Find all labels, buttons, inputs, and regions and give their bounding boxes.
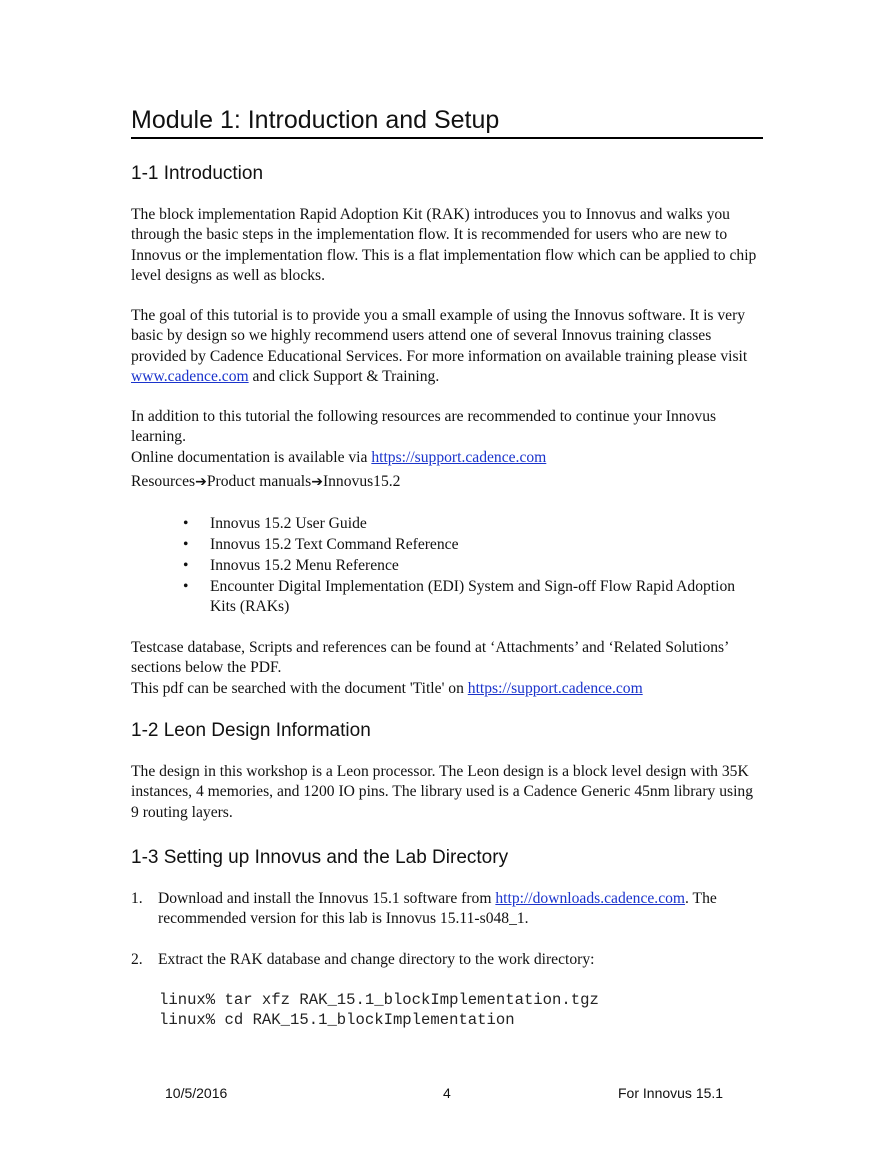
section-heading-leon-design: 1-2 Leon Design Information: [131, 720, 371, 741]
step-1-tail: . The recommended version for this lab is Innovus 15.11-s048_1.: [158, 890, 717, 928]
testcase-paragraph: [131, 638, 751, 699]
support-site-link[interactable]: https://support.cadence.com: [467, 679, 643, 697]
list-item: [131, 577, 771, 618]
list-item-text: Innovus 15.2 Menu Reference: [210, 557, 399, 575]
list-item-text: Innovus 15.2 User Guide: [210, 515, 367, 532]
bullet-icon: •: [183, 577, 189, 595]
doc-path-resources: Resources: [131, 473, 196, 490]
section-heading-setup: 1-3 Setting up Innovus and the Lab Directory: [131, 847, 509, 868]
list-item-text: Encounter Digital Implementation (EDI) System and Sign-off Flow Rapid Adoption Kits (RAKs): [210, 577, 736, 615]
footer-product: For Innovus 15.1: [618, 1085, 724, 1101]
testcase-text: Testcase database, Scripts and references can be found at ‘Attachments’ and ‘Related Solutions’ sections below the PDF.: [131, 639, 729, 677]
intro-paragraph-2: [131, 306, 763, 387]
step-number: 2.: [131, 951, 143, 968]
setup-step-2: [131, 950, 761, 970]
right-arrow-icon: ➔: [311, 474, 323, 490]
setup-step-1: [131, 889, 761, 930]
doc-path-innovus: Innovus15.2: [322, 473, 401, 490]
doc-path-product-manuals: Product manuals: [206, 473, 312, 490]
section-heading-introduction: 1-1 Introduction: [131, 163, 264, 184]
bullet-icon: •: [183, 536, 189, 554]
code-line-cd: linux% cd RAK_15.1_blockImplementation: [159, 1011, 515, 1029]
right-arrow-icon: ➔: [195, 474, 207, 490]
online-doc-text: Online documentation is available via: [131, 448, 372, 466]
list-item: [131, 555, 771, 576]
cadence-website-link[interactable]: www.cadence.com: [131, 367, 249, 385]
step-number: 1.: [131, 890, 143, 907]
intro-paragraph-2-tail: and click Support & Training.: [248, 367, 440, 385]
online-doc-line: [131, 448, 741, 468]
bullet-icon: •: [183, 557, 189, 575]
intro-paragraph-1: The block implementation Rapid Adoption Kit (RAK) introduces you to Innovus and walks you through the basic steps in the implementation flow. It is recommended for users who are new to Innovus or the implementation flow. This is a flat implementation flow which can be applied to chip level designs as well as blocks.: [131, 206, 757, 284]
search-note: [131, 679, 751, 699]
numbered-item: [131, 950, 761, 970]
downloads-link[interactable]: http://downloads.cadence.com: [495, 890, 686, 907]
bullet-icon: •: [183, 515, 189, 532]
search-note-text: This pdf can be searched with the document 'Title' on: [131, 679, 468, 697]
resources-sentence: In addition to this tutorial the following resources are recommended to continue your Innovus learning.: [131, 408, 717, 446]
intro-paragraph-2-text: The goal of this tutorial is to provide you a small example of using the Innovus software. It is very basic by design so we highly recommend users attend one of several Innovus training classes provided by Cadence Educational Services. For more information on available training please visit: [131, 307, 748, 365]
support-site-link[interactable]: https://support.cadence.com: [371, 448, 547, 466]
leon-design-paragraph: The design in this workshop is a Leon processor. The Leon design is a block level design with 35K instances, 4 memories, and 1200 IO pins. The library used is a Cadence Generic 45nm library using 9 routing layers.: [131, 763, 754, 821]
module-title: Module 1: Introduction and Setup: [131, 104, 763, 139]
list-item: [131, 534, 771, 555]
resource-bullet-list: [131, 513, 771, 617]
list-item-text: Innovus 15.2 Text Command Reference: [210, 536, 459, 554]
numbered-item: [131, 889, 761, 930]
step-1-text: Download and install the Innovus 15.1 software from: [158, 890, 496, 907]
code-line-extract: linux% tar xfz RAK_15.1_blockImplementation.tgz: [159, 991, 599, 1009]
doc-path: [131, 472, 771, 492]
list-item: [131, 513, 771, 534]
footer-page-number: 4: [443, 1085, 451, 1101]
step-2-text: Extract the RAK database and change directory to the work directory:: [158, 951, 595, 968]
intro-paragraph-3: [131, 407, 741, 468]
footer-date: 10/5/2016: [165, 1085, 228, 1101]
